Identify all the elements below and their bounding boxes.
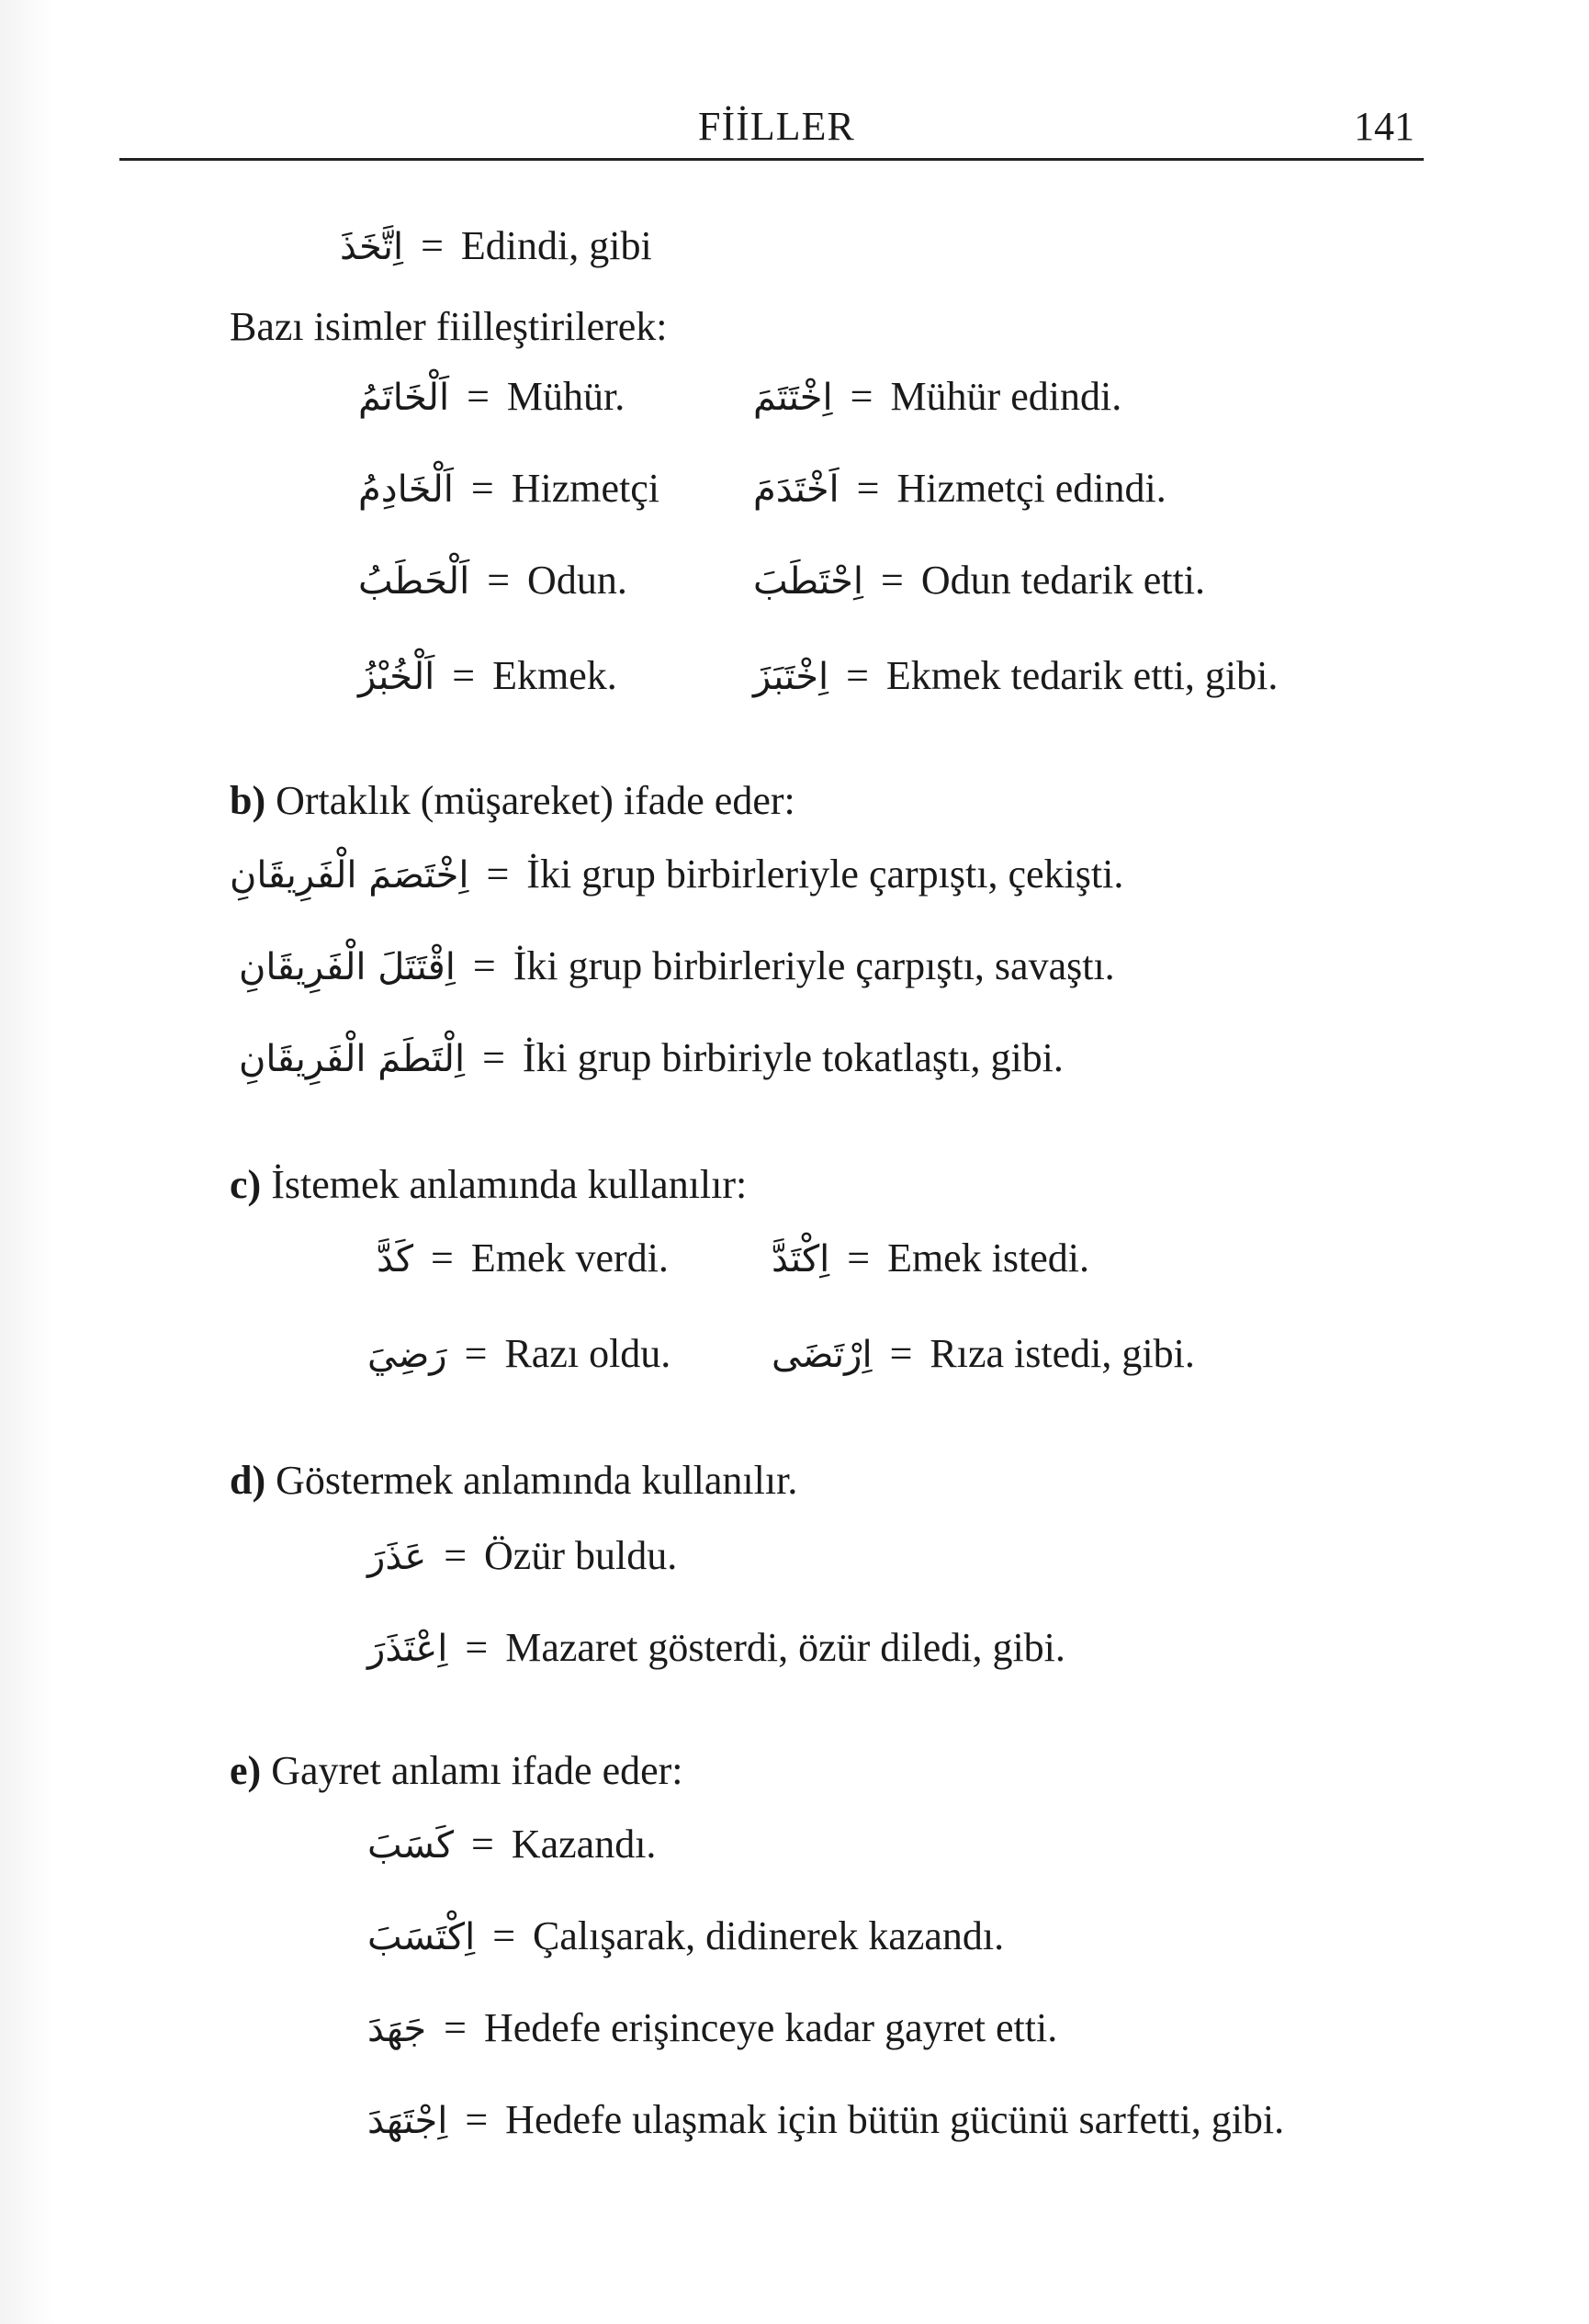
translation: Hedefe erişinceye kadar gayret etti. — [484, 2005, 1058, 2050]
example-line — [367, 1819, 656, 1871]
section-e-heading — [230, 1745, 683, 1797]
arabic-term: اَخْتَدَمَ — [753, 468, 840, 511]
running-title: FİİLLER — [698, 104, 855, 149]
pair-left — [377, 1233, 669, 1285]
equals-sign: = — [467, 374, 490, 419]
example-line — [367, 2002, 1057, 2055]
section-letter: d) — [230, 1458, 266, 1503]
translation: Emek verdi. — [470, 1235, 669, 1280]
translation: Ekmek. — [492, 653, 617, 698]
equals-sign: = — [856, 466, 880, 511]
translation: Emek istedi. — [887, 1235, 1090, 1280]
arabic-term: عَذَرَ — [367, 1536, 427, 1578]
translation: Odun. — [527, 558, 627, 603]
page-number: 141 — [1354, 104, 1414, 149]
arabic-term: اِكْتَسَبَ — [367, 1916, 476, 1958]
equals-sign: = — [470, 466, 494, 511]
equals-sign: = — [452, 653, 476, 698]
pair-left — [358, 650, 617, 703]
arabic-term: رَضِيَ — [367, 1334, 447, 1376]
translation: İki grup birbirleriyle çarpıştı, savaştı. — [513, 943, 1115, 988]
section-b-heading — [230, 775, 795, 827]
arabic-term: كَدَّ — [377, 1238, 414, 1280]
equals-sign: = — [471, 1822, 494, 1867]
equals-sign: = — [889, 1331, 913, 1376]
section-letter: e) — [230, 1748, 262, 1793]
arabic-term: اِجْتَهَدَ — [367, 2100, 448, 2142]
arabic-term: اِعْتَذَرَ — [367, 1628, 448, 1670]
arabic-term: اِقْتَتَلَ الْفَرِيقَانِ — [239, 946, 456, 988]
arabic-term: اَلْحَطَبُ — [358, 560, 470, 603]
intro-line — [340, 220, 652, 273]
translation: Hedefe ulaşmak için bütün gücünü sarfetti, gibi. — [505, 2097, 1285, 2142]
equals-sign: = — [465, 2097, 489, 2142]
equals-sign: = — [444, 1533, 468, 1578]
pair-left — [358, 555, 627, 607]
equals-sign: = — [431, 1235, 454, 1280]
equals-sign: = — [482, 1035, 505, 1080]
example-line — [239, 1032, 1064, 1085]
translation: Razı oldu. — [504, 1331, 671, 1376]
pair-left — [358, 463, 659, 515]
pair-right — [772, 1233, 1089, 1285]
pair-right — [753, 371, 1121, 423]
pair-right — [772, 1328, 1195, 1381]
example-line — [239, 941, 1115, 993]
translation: İki grup birbirleriyle çarpıştı, çekişti. — [526, 852, 1124, 897]
pair-left — [358, 371, 625, 423]
translation: Çalışarak, didinerek kazandı. — [533, 1913, 1005, 1958]
section-d-heading — [230, 1455, 797, 1506]
translation: Hizmetçi — [511, 466, 659, 511]
equals-sign: = — [444, 2005, 467, 2050]
equals-sign: = — [421, 223, 444, 268]
translation: İki grup birbiriyle tokatlaştı, gibi. — [522, 1035, 1064, 1080]
arabic-term: اِحْتَطَبَ — [753, 560, 863, 603]
arabic-term: اَلْخَادِمُ — [358, 468, 454, 511]
translation: Hizmetçi edindi. — [896, 466, 1166, 511]
translation: Kazandı. — [511, 1822, 657, 1867]
arabic-term: اِخْتَبَزَ — [753, 656, 829, 698]
translation: Mazaret gösterdi, özür diledi, gibi. — [505, 1625, 1065, 1670]
section-text: Gayret anlamı ifade eder: — [271, 1748, 683, 1793]
translation: Mühür. — [506, 374, 625, 419]
pair-left — [367, 1328, 671, 1381]
arabic-term: اِرْتَضَى — [772, 1334, 873, 1376]
section-text: Ortaklık (müşareket) ifade eder: — [276, 778, 795, 823]
translation: Edindi, gibi — [460, 223, 652, 268]
translation: Rıza istedi, gibi. — [930, 1331, 1195, 1376]
equals-sign: = — [847, 1235, 871, 1280]
arabic-term: اَلْخَاتَمُ — [358, 377, 450, 419]
equals-sign: = — [850, 374, 873, 419]
arabic-term: كَسَبَ — [367, 1824, 455, 1867]
scan-margin — [0, 0, 55, 2324]
equals-sign: = — [881, 558, 904, 603]
arabic-term: اَلْخُبْزُ — [358, 656, 435, 698]
translation: Ekmek tedarik etti, gibi. — [885, 653, 1279, 698]
arabic-term: اِلْتَطَمَ الْفَرِيقَانِ — [239, 1038, 466, 1080]
arabic-term: اِتَّخَذَ — [340, 226, 404, 268]
section-text: Göstermek anlamında kullanılır. — [276, 1458, 798, 1503]
section-text: İstemek anlamında kullanılır: — [271, 1162, 748, 1207]
equals-sign: = — [487, 558, 511, 603]
header-rule — [119, 158, 1424, 161]
translation: Özür buldu. — [484, 1533, 678, 1578]
equals-sign: = — [472, 943, 496, 988]
example-line — [230, 849, 1123, 901]
arabic-term: جَهَدَ — [367, 2008, 427, 2050]
arabic-term: اِخْتَتَمَ — [753, 377, 833, 419]
section-letter: b) — [230, 778, 266, 823]
section-letter: c) — [230, 1162, 262, 1207]
translation: Odun tedarik etti. — [920, 558, 1205, 603]
pair-right — [753, 650, 1278, 703]
translation: Mühür edindi. — [890, 374, 1122, 419]
equals-sign: = — [846, 653, 869, 698]
equals-sign: = — [465, 1625, 489, 1670]
example-line — [367, 2094, 1284, 2147]
section-c-heading — [230, 1159, 747, 1211]
example-line — [367, 1622, 1065, 1675]
arabic-term: اِكْتَدَّ — [772, 1238, 830, 1280]
pair-right — [753, 463, 1166, 515]
equals-sign: = — [486, 852, 510, 897]
page-header — [119, 103, 1424, 158]
equals-sign: = — [464, 1331, 488, 1376]
arabic-term: اِخْتَصَمَ الْفَرِيقَانِ — [230, 854, 469, 897]
pair-right — [753, 555, 1205, 607]
section-a-lead: Bazı isimler fiilleştirilerek: — [230, 304, 668, 349]
example-line — [367, 1911, 1004, 1963]
example-line — [367, 1530, 677, 1583]
equals-sign: = — [492, 1913, 516, 1958]
